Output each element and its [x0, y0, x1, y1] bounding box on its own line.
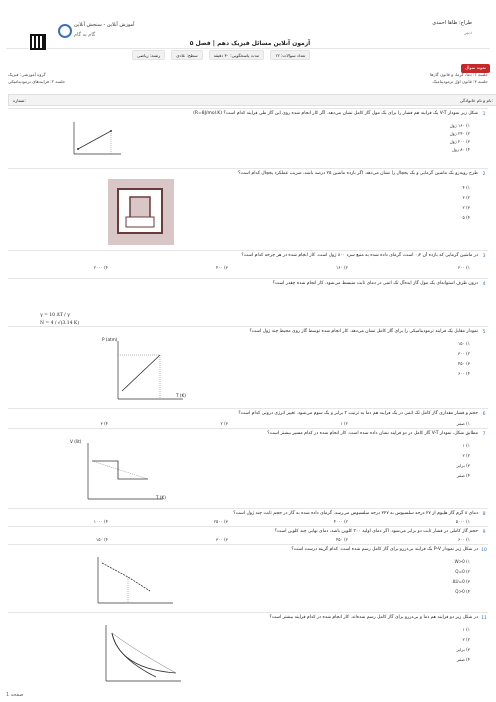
question-number: 8 — [482, 511, 486, 517]
question-number: 9 — [482, 529, 486, 535]
option-2[interactable]: ۲) ۳ — [462, 195, 470, 200]
question-text: حجم گاز کاملی در فشار ثابت دو برابر می‌شود. اگر دمای اولیه ۳۰۰ کلوین باشد، دمای نهایی چند کلوین است؟ — [274, 529, 478, 534]
option-2[interactable]: ۲) ۴۰۰۰ — [333, 519, 348, 524]
question-number: 10 — [481, 547, 487, 553]
question-text: مطابق شکل، نمودار V-T گاز کامل در دو فرایند نشان داده شده است. کار انجام شده در کدام مسیر بیشتر است؟ — [267, 431, 478, 436]
option-1[interactable]: ۱) ۶۰۰ — [458, 537, 470, 542]
question-text: در شکل زیر دو فرایند هم دما و بی‌دررو برای گاز کامل رسم شده‌اند. کار انجام شده در کدام فرایند بیشتر است؟ — [269, 615, 478, 620]
option-3[interactable]: ۳) ۴۰۰ — [216, 265, 228, 270]
option-2[interactable]: ۲) ۲۴۰ ژول — [449, 131, 470, 136]
question-text: دمای ۸ گرم گاز هلیوم از ۲۷ درجه سلسیوس به ۲۲۷ درجه سلسیوس می‌رسد. گرمای داده شده به گاز در حجم ثابت چند ژول است؟ — [233, 511, 478, 516]
brand-tagline: گام به گام — [74, 32, 96, 38]
exam-title: آزمون آنلاین مسائل فیزیک دهم | فصل ۵ — [189, 40, 311, 47]
question-number: 5 — [482, 329, 486, 335]
x-axis-label: T (K) — [156, 495, 166, 500]
question-9 — [8, 526, 488, 545]
option-3[interactable]: ۳) برابر — [456, 463, 470, 468]
option-2[interactable]: ۲) ۳۰۰ — [458, 351, 470, 356]
option-1[interactable]: ۱) ۱۵۰ — [458, 341, 470, 346]
pv-curves-figure — [96, 621, 186, 687]
qr-code-icon — [28, 32, 48, 52]
question-text: درون ظرف استوانه‌ای یک مول گاز ایده‌آل تک اتمی در دمای ثابت منبسط می‌شود. کار انجام شده چقدر است؟ — [272, 281, 478, 286]
option-4[interactable]: ۴) ۶۰۰ — [458, 371, 470, 376]
question-number: 11 — [481, 615, 487, 621]
meta-pill-level: سطح: عادی — [171, 50, 202, 60]
vt-graph-figure — [66, 119, 126, 159]
option-4[interactable]: ۴) ۱۵۰ — [96, 537, 108, 542]
question-11 — [8, 612, 488, 689]
option-4[interactable]: ۴) ۱۰۰۰ — [93, 519, 108, 524]
question-4 — [8, 278, 488, 327]
exam-meta-bar — [132, 50, 392, 60]
option-3[interactable]: ۳) ۲ — [220, 421, 228, 426]
student-name-label: نام و نام خانوادگی: — [459, 97, 493, 103]
question-2 — [8, 168, 488, 247]
option-3[interactable]: ۳) برابر — [456, 647, 470, 652]
page-footer: صفحه 1 — [6, 692, 24, 698]
option-4[interactable]: ۴) ۳ — [100, 421, 108, 426]
teacher-role: دبیر — [464, 30, 472, 36]
x-axis-label: T (K) — [176, 393, 186, 398]
question-1 — [8, 108, 488, 159]
question-text: نمودار مقابل یک فرایند ترمودینامیکی را برای گاز کامل نشان می‌دهد. کار انجام شده توسط گاز روی محیط چند ژول است؟ — [249, 329, 478, 334]
question-number: 6 — [482, 411, 486, 417]
question-text: حجم و فشار مقداری گاز کامل تک اتمی در یک فرایند هم دما به ترتیب ۳ برابر و یک سوم می‌شود. تغییر انرژی درونی کدام است؟ — [238, 411, 478, 416]
question-text: در ماشین گرمایی که بازده آن ۰٫۲ است، گرمای داده شده به منبع سرد ۸۰۰ ژول است. کار انجام شده در هر چرخه کدام است؟ — [241, 253, 478, 258]
question-3 — [8, 250, 488, 277]
option-1[interactable]: ۱) ۲۰۰ — [458, 265, 470, 270]
option-3[interactable]: ۳) ΔU=0 — [452, 579, 470, 584]
option-4[interactable]: ۴) ۵ — [462, 215, 470, 220]
y-axis-label: P (atm) — [102, 337, 118, 342]
option-2[interactable]: ۲) ۲ — [462, 453, 470, 458]
formula-line-1: γ = 10 ΔT / γ — [40, 313, 70, 318]
question-number: 2 — [482, 171, 486, 177]
option-3[interactable]: ۳) ۲ — [462, 205, 470, 210]
option-3[interactable]: ۳) ۲۵۰۰ — [213, 519, 228, 524]
meta-pill-count: تعداد سوالات: ۱۲ — [270, 50, 310, 60]
question-7 — [8, 428, 488, 509]
info-left-2: جلسه ۲: فرایندهای ترمودینامیکی — [8, 79, 66, 84]
teacher-name: طراح: طاها احمدی — [432, 20, 472, 26]
logo-icon — [58, 24, 72, 38]
option-2[interactable]: ۲) ۲ — [462, 637, 470, 642]
option-1[interactable]: ۱) ۵۰۰۰ — [455, 519, 470, 524]
question-text: شکل زیر نمودار V-T یک فرایند هم فشار را برای یک مول گاز کامل نشان می‌دهد. اگر کار انجام شده روی این گاز طی فرایند کدام است؟ (R=8J/mol.K) — [193, 111, 478, 116]
pt-graph-figure — [98, 337, 188, 407]
option-1[interactable]: ۱) ۱۶۰ ژول — [449, 123, 470, 128]
question-number: 3 — [482, 253, 486, 259]
option-4[interactable]: ۴) صفر — [456, 657, 470, 662]
option-4[interactable]: ۴) صفر — [456, 473, 470, 478]
meta-pill-duration: مدت پاسخگویی: ۳۰ دقیقه — [209, 50, 265, 60]
option-3[interactable]: ۳) ۴۵۰ — [458, 361, 470, 366]
question-6 — [8, 408, 488, 429]
engine-diagram-figure — [106, 177, 176, 247]
question-5 — [8, 326, 488, 409]
sample-badge: نمونه سوال — [461, 64, 490, 73]
info-right-1: جلسه ۱: دما، گرما، و قانون گازها — [429, 72, 488, 77]
option-1[interactable]: ۱) W>0 — [454, 559, 470, 564]
option-1[interactable]: ۱) ۱ — [462, 627, 470, 632]
pv-adiabatic-figure — [88, 553, 178, 609]
question-number: 7 — [482, 431, 486, 437]
question-number: 4 — [482, 281, 486, 287]
y-axis-label: V (lit) — [70, 439, 82, 444]
info-right-2: جلسه ۳: قانون اول ترمودینامیک — [432, 79, 488, 84]
option-2[interactable]: ۲) ۱ — [340, 421, 348, 426]
option-3[interactable]: ۳) ۲۰۰ ژول — [449, 139, 470, 144]
option-1[interactable]: ۱) ۱ — [462, 443, 470, 448]
question-text: طرح روبه‌رو یک ماشین گرمایی و یک یخچال را نشان می‌دهد. اگر بازده ماشین ۲۵ درصد باشد، ضریب عملکرد یخچال کدام است؟ — [238, 171, 478, 176]
option-3[interactable]: ۳) ۳۰۰ — [216, 537, 228, 542]
option-2[interactable]: ۲) Q=0 — [455, 569, 470, 574]
option-2[interactable]: ۲) ۴۵۰ — [336, 537, 348, 542]
option-1[interactable]: ۱) ۴ — [462, 185, 470, 190]
brand-name: آموزش آنلاین - سنجش آنلاین — [74, 22, 135, 28]
student-id-label: شماره: — [13, 97, 26, 103]
option-1[interactable]: ۱) صفر — [456, 421, 470, 426]
option-4[interactable]: ۴) ۲۰۰۰ — [93, 265, 108, 270]
option-4[interactable]: ۴) Q>0 — [455, 589, 470, 594]
session-info — [8, 70, 488, 86]
question-10 — [8, 544, 488, 611]
question-8 — [8, 508, 488, 527]
question-number: 1 — [482, 111, 486, 117]
question-text: در شکل زیر نمودار P-V یک فرایند بی‌دررو برای گاز کامل رسم شده است. کدام گزینه درست است؟ — [291, 547, 478, 552]
option-4[interactable]: ۴) ۸۰ ژول — [451, 147, 470, 152]
meta-pill-major: رشته: ریاضی — [132, 50, 165, 60]
student-name-bar — [8, 94, 496, 106]
info-left-1: گروه آموزشی: فیزیک — [8, 72, 46, 77]
option-2[interactable]: ۲) ۱۶۰ — [336, 265, 348, 270]
formula-line-2: N = 4 / √(3.14 K) — [40, 321, 79, 326]
vt-step-graph-figure — [68, 439, 168, 507]
